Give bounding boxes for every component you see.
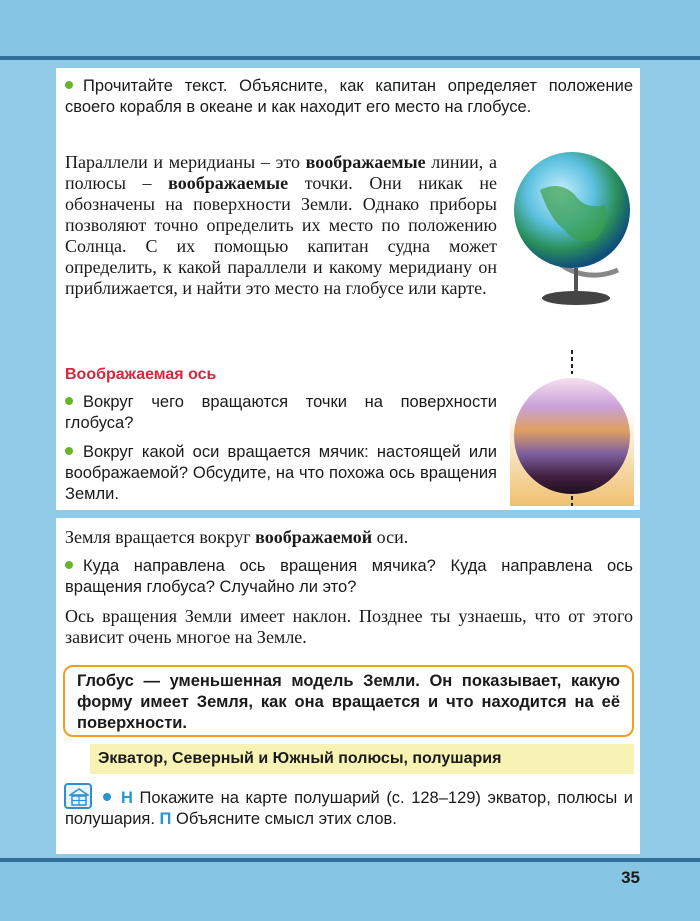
section-heading: Воображаемая ось [65, 366, 217, 383]
question-2: Вокруг какой оси вращается мячик: настоящей или воображаемой? Обсудите, на что похожа ось вращения Земли. [65, 443, 497, 503]
homework-task: Н Покажите на карте полушарий (с. 128–129) экватор, полюсы и полушария. П Объясните смысл этих слов. [65, 789, 633, 828]
question-1: Вокруг чего вращаются точки на поверхности глобуса? [65, 393, 497, 432]
bullet-icon [65, 81, 73, 89]
globe-illustration [500, 150, 640, 310]
term-bold: воображаемые [305, 152, 426, 172]
bullet-icon [103, 793, 111, 801]
bottom-band [0, 862, 700, 921]
term-bold: воображаемой [255, 527, 373, 547]
text-paragraph-2: Земля вращается вокруг воображаемой оси. [65, 527, 409, 547]
text-paragraph-1: Параллели и меридианы – это воображаемые линии, а полюсы – воображаемые точки. Они никак не обозначены на поверхности Земли. Однако приборы позволяют точно определить их место по положению Солнца. С их помощью капитан судна может определить, к какой параллели и какому меридиану он приближается, и найти это место на глобусе или карте. [65, 152, 497, 298]
question-3: Куда направлена ось вращения мячика? Куда направлена ось вращения глобуса? Случайно ли это? [65, 557, 633, 596]
bullet-icon [65, 397, 73, 405]
ball-illustration [510, 350, 634, 506]
key-terms-bar: Экватор, Северный и Южный полюсы, полушария [90, 744, 634, 774]
top-rule [0, 56, 700, 60]
intro-task: Прочитайте текст. Объясните, как капитан определяет положение своего корабля в океане и как находит его место на глобусе. [65, 77, 633, 116]
text-paragraph-3: Ось вращения Земли имеет наклон. Позднее ты узнаешь, что от этого зависит очень многое на Земле. [65, 606, 633, 647]
bullet-icon [65, 447, 73, 455]
marker-n: Н [121, 789, 133, 807]
bullet-icon [65, 561, 73, 569]
page-number: 35 [621, 868, 640, 887]
top-band [0, 0, 700, 56]
marker-p: П [159, 810, 172, 828]
definition-box: Глобус — уменьшенная модель Земли. Он показывает, какую форму имеет Земля, как она вращается и что находится на её поверхности. [63, 665, 634, 737]
term-bold: воображаемые [168, 173, 289, 193]
